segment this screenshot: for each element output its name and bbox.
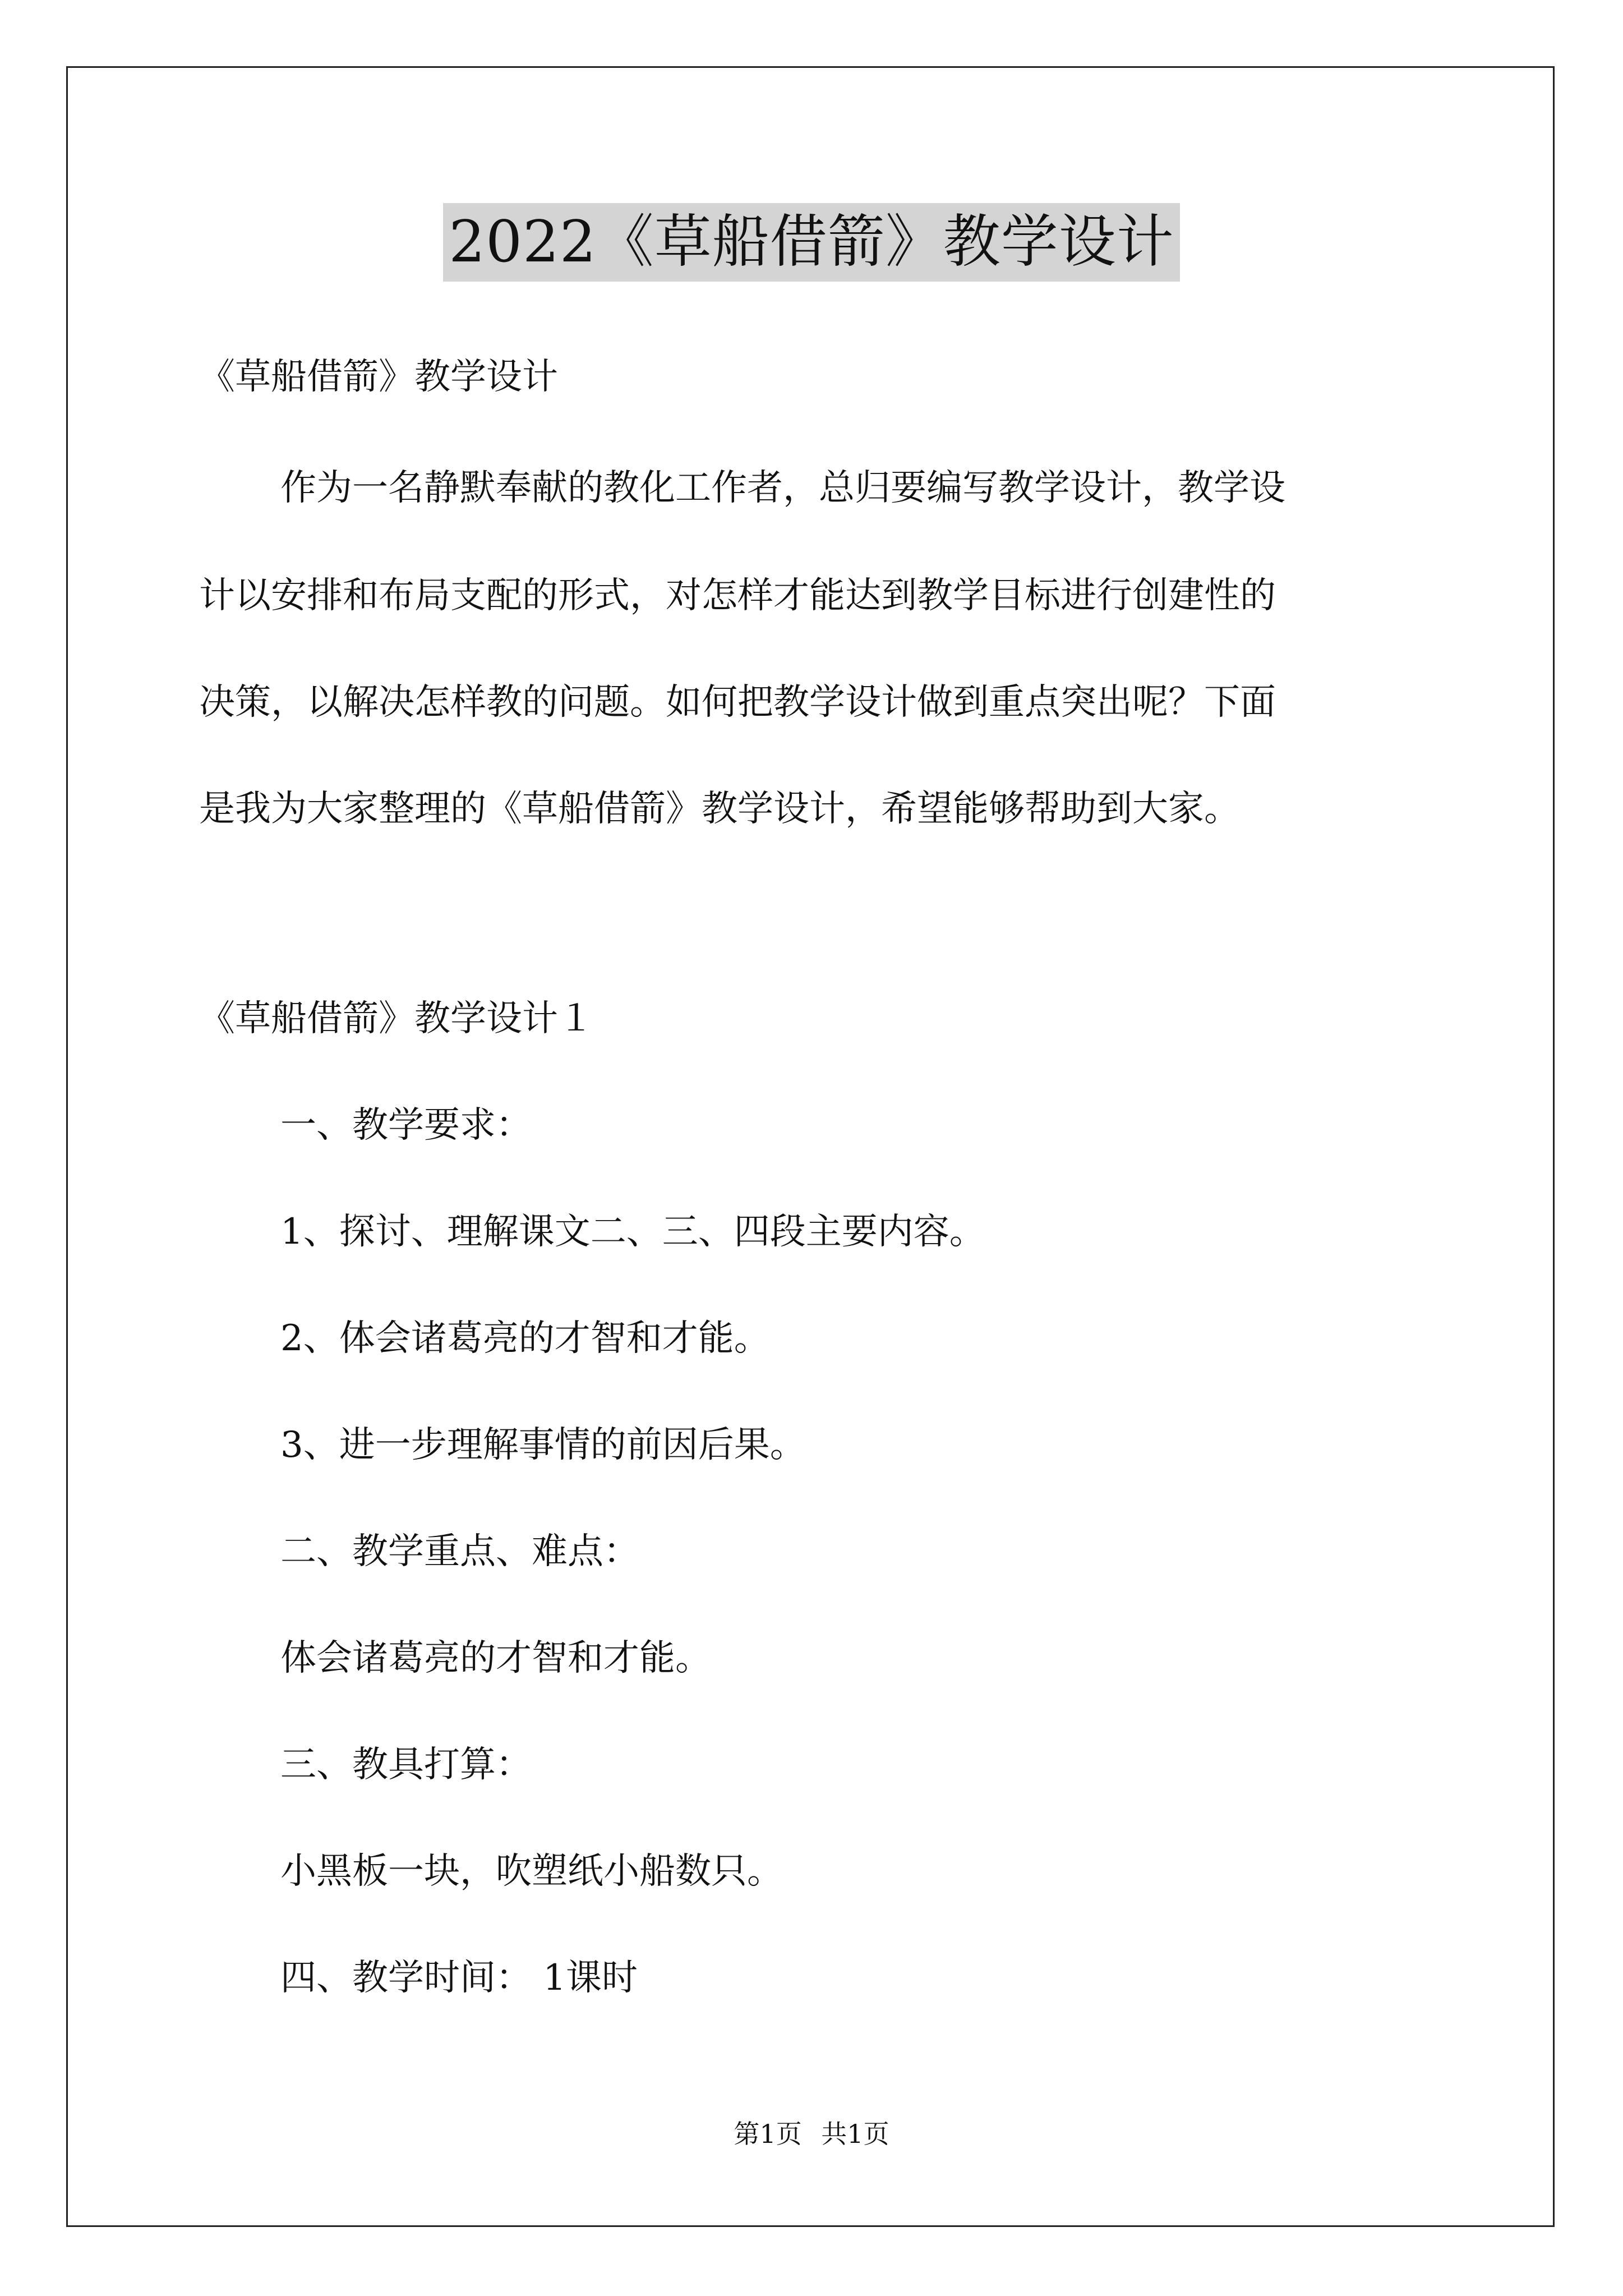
list-item: 三、教具打算： [280,1744,532,1786]
intro-line-1: 作为一名静默奉献的教化工作者，总归要编写教学设计，教学设 [280,467,1285,509]
list-item: 2、体会诸葛亮的才智和才能。 [280,1318,770,1359]
document-subtitle: 《草船借箭》教学设计 [199,356,558,398]
list-item: 二、教学重点、难点： [280,1531,639,1572]
list-item: 1、探讨、理解课文二、三、四段主要内容。 [280,1211,985,1253]
document-title: 2022《草船借箭》教学设计 [443,203,1180,282]
title-container [0,203,1623,282]
list-item: 四、教学时间： 1课时 [280,1957,638,1999]
list-item: 小黑板一块，吹塑纸小船数只。 [280,1851,783,1892]
intro-line-3: 决策，以解决怎样教的问题。如何把教学设计做到重点突出呢？下面 [199,682,1276,723]
intro-line-4: 是我为大家整理的《草船借箭》教学设计，希望能够帮助到大家。 [199,788,1240,830]
intro-line-2: 计以安排和布局支配的形式，对怎样才能达到教学目标进行创建性的 [199,575,1276,616]
list-item: 一、教学要求： [280,1105,532,1146]
page-footer: 第1页 共1页 [734,2119,889,2149]
section-heading: 《草船借箭》教学设计１ [199,998,594,1039]
list-item: 体会诸葛亮的才智和才能。 [280,1637,711,1679]
list-item: 3、进一步理解事情的前因后果。 [280,1424,806,1466]
